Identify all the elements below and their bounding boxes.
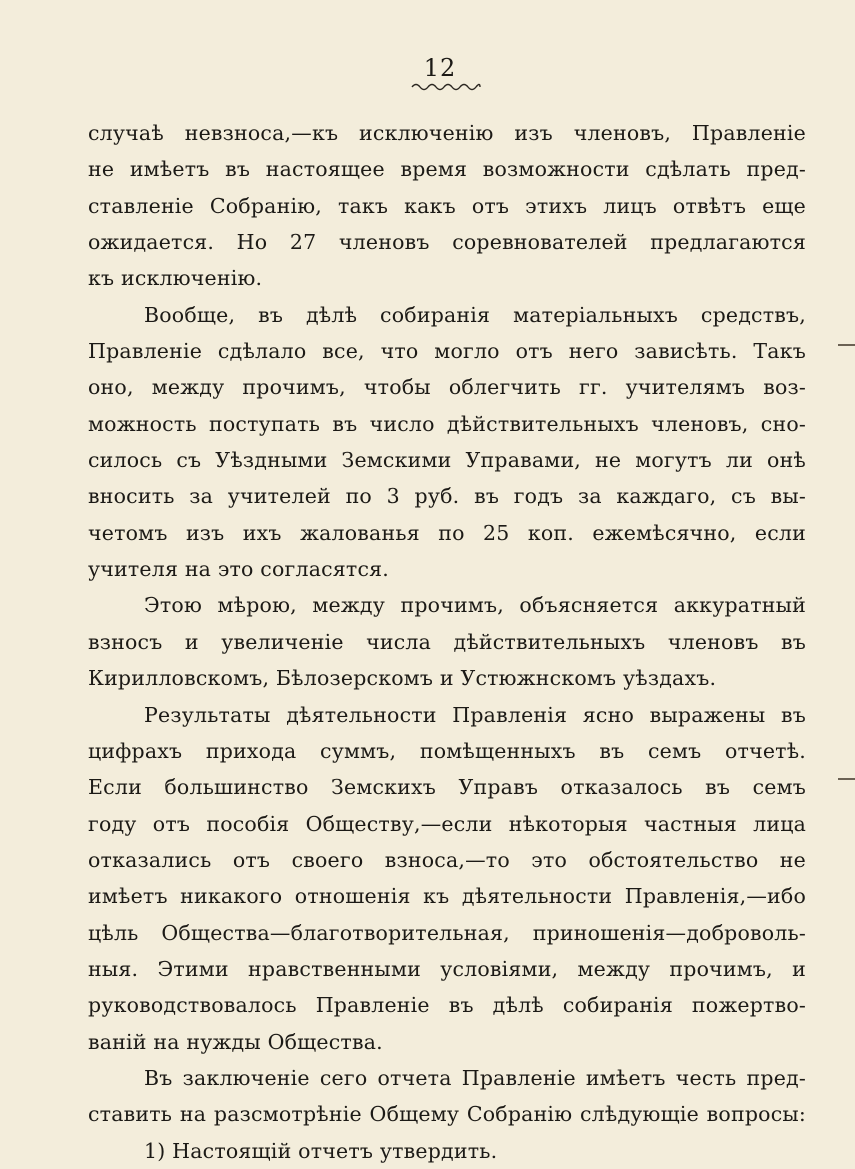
text-line: ваній на нужды Общества. <box>88 1029 383 1054</box>
text-line: Вообще, въ дѣлѣ собиранія матеріальныхъ средствъ, <box>144 302 806 327</box>
text-line: не имѣетъ въ настоящее время возможности сдѣлать пред- <box>88 157 806 182</box>
text-line: Кирилловскомъ, Бѣлозерскомъ и Устюжнскомъ уѣздахъ. <box>88 666 717 691</box>
text-line: оно, между прочимъ, чтобы облегчить гг. учителямъ воз- <box>88 375 806 400</box>
text-line: ставленіе Собранію, такъ какъ отъ этихъ лицъ отвѣтъ еще <box>88 193 806 218</box>
text-line: силось съ Уѣздными Земскими Управами, не могутъ ли онѣ <box>88 448 806 473</box>
text-line: можность поступать въ число дѣйствительныхъ членовъ, сно- <box>88 411 806 436</box>
text-line: ныя. Этими нравственными условіями, между прочимъ, и <box>88 956 806 981</box>
text-line: руководствовалось Правленіе въ дѣлѣ собиранія пожертво- <box>88 993 806 1018</box>
text-line: Въ заключеніе сего отчета Правленіе имѣетъ честь пред- <box>144 1065 806 1090</box>
text-line: цѣль Общества—благотворительная, приношенія—доброволь- <box>88 920 806 945</box>
text-line: взносъ и увеличеніе числа дѣйствительныхъ членовъ въ <box>88 629 806 654</box>
text-line: ожидается. Но 27 членовъ соревнователей предлагаются <box>88 230 806 255</box>
body-text <box>88 115 806 1169</box>
text-line: году отъ пособія Обществу,—если нѣкоторыя частныя лица <box>88 811 806 836</box>
text-line: къ исключенію. <box>88 266 263 291</box>
text-line: 1) Настоящій отчетъ утвердить. <box>144 1138 498 1163</box>
wavy-ornament <box>410 80 482 92</box>
margin-mark-bottom <box>838 778 855 780</box>
text-line: имѣетъ никакого отношенія къ дѣятельности Правленія,—ибо <box>88 884 806 909</box>
text-line: случаѣ невзноса,—къ исключенію изъ членовъ, Правленіе <box>88 121 806 145</box>
text-line: ставить на разсмотрѣніе Общему Собранію слѣдующіе вопросы: <box>88 1102 806 1127</box>
text-line: Правленіе сдѣлало все, что могло отъ него зависѣть. Такъ <box>88 339 806 364</box>
text-line: четомъ изъ ихъ жалованья по 25 коп. ежемѣсячно, если <box>88 520 806 545</box>
margin-mark-top <box>838 344 855 346</box>
page-number: 12 <box>423 54 457 82</box>
text-line: Если большинство Земскихъ Управъ отказалось въ семъ <box>88 775 806 800</box>
text-line: Результаты дѣятельности Правленія ясно выражены въ <box>144 702 806 727</box>
text-line: цифрахъ прихода суммъ, помѣщенныхъ въ семъ отчетѣ. <box>88 738 806 763</box>
text-line: Этою мѣрою, между прочимъ, объясняется аккуратный <box>144 593 806 618</box>
text-line: отказались отъ своего взноса,—то это обстоятельство не <box>88 847 806 872</box>
text-line: вносить за учителей по 3 руб. въ годъ за каждаго, съ вы- <box>88 484 806 509</box>
text-line: учителя на это согласятся. <box>88 557 389 582</box>
